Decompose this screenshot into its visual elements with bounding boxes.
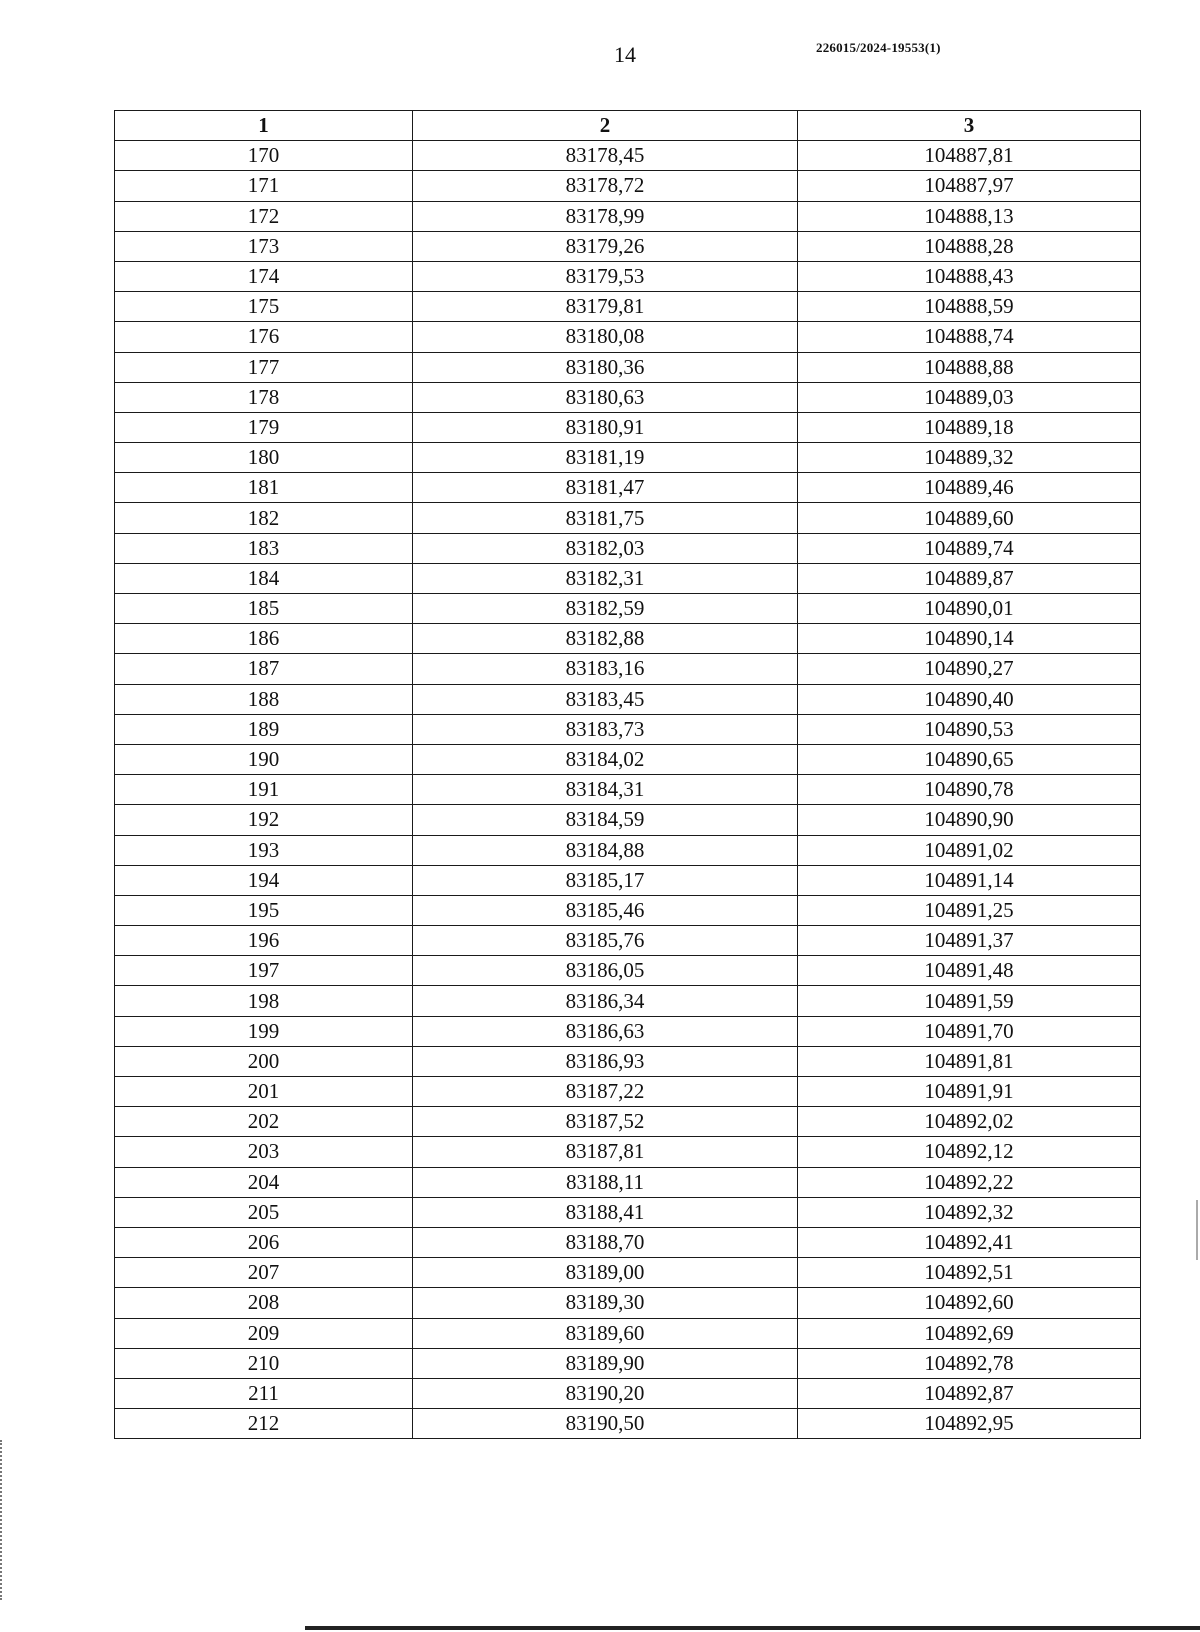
bottom-rule [305,1626,1200,1630]
x-coordinate-cell: 83182,88 [413,624,798,654]
point-number-cell: 178 [115,382,413,412]
point-number-cell: 196 [115,926,413,956]
x-coordinate-cell: 83187,22 [413,1077,798,1107]
y-coordinate-cell: 104890,90 [798,805,1141,835]
point-number-cell: 194 [115,865,413,895]
x-coordinate-cell: 83182,59 [413,594,798,624]
table-row [115,261,1141,291]
x-coordinate-cell: 83184,31 [413,775,798,805]
x-coordinate-cell: 83187,52 [413,1107,798,1137]
y-coordinate-cell: 104890,14 [798,624,1141,654]
point-number-cell: 177 [115,352,413,382]
table-row [115,805,1141,835]
y-coordinate-cell: 104889,74 [798,533,1141,563]
table-row [115,956,1141,986]
column-header-1: 1 [115,111,413,141]
point-number-cell: 202 [115,1107,413,1137]
point-number-cell: 211 [115,1378,413,1408]
table-row [115,1016,1141,1046]
coordinates-table [114,110,1141,1439]
x-coordinate-cell: 83183,45 [413,684,798,714]
document-reference: 226015/2024-19553(1) [816,40,941,55]
table-row [115,1197,1141,1227]
table-row [115,1167,1141,1197]
table-row [115,744,1141,774]
y-coordinate-cell: 104887,81 [798,141,1141,171]
table-row [115,1378,1141,1408]
point-number-cell: 176 [115,322,413,352]
point-number-cell: 183 [115,533,413,563]
x-coordinate-cell: 83182,31 [413,563,798,593]
y-coordinate-cell: 104891,70 [798,1016,1141,1046]
table-row [115,563,1141,593]
y-coordinate-cell: 104889,60 [798,503,1141,533]
y-coordinate-cell: 104892,78 [798,1348,1141,1378]
table-row [115,1046,1141,1076]
table-row [115,141,1141,171]
table-row [115,533,1141,563]
table-row [115,503,1141,533]
table-row [115,1288,1141,1318]
y-coordinate-cell: 104891,25 [798,895,1141,925]
y-coordinate-cell: 104891,48 [798,956,1141,986]
y-coordinate-cell: 104892,95 [798,1409,1141,1439]
x-coordinate-cell: 83178,99 [413,201,798,231]
scan-edge-mark-right [1196,1200,1198,1260]
point-number-cell: 195 [115,895,413,925]
table-row [115,684,1141,714]
column-header-2: 2 [413,111,798,141]
table-row [115,201,1141,231]
point-number-cell: 185 [115,594,413,624]
x-coordinate-cell: 83189,60 [413,1318,798,1348]
table-row [115,775,1141,805]
point-number-cell: 189 [115,714,413,744]
x-coordinate-cell: 83179,81 [413,292,798,322]
column-header-3: 3 [798,111,1141,141]
x-coordinate-cell: 83184,02 [413,744,798,774]
y-coordinate-cell: 104889,46 [798,473,1141,503]
table-row [115,1318,1141,1348]
y-coordinate-cell: 104891,14 [798,865,1141,895]
table-row [115,1137,1141,1167]
header-row [115,111,1141,141]
x-coordinate-cell: 83181,47 [413,473,798,503]
y-coordinate-cell: 104892,12 [798,1137,1141,1167]
point-number-cell: 173 [115,231,413,261]
x-coordinate-cell: 83185,76 [413,926,798,956]
y-coordinate-cell: 104892,22 [798,1167,1141,1197]
y-coordinate-cell: 104892,02 [798,1107,1141,1137]
point-number-cell: 198 [115,986,413,1016]
x-coordinate-cell: 83180,36 [413,352,798,382]
table-row [115,986,1141,1016]
y-coordinate-cell: 104888,43 [798,261,1141,291]
point-number-cell: 186 [115,624,413,654]
y-coordinate-cell: 104892,32 [798,1197,1141,1227]
table-row [115,1258,1141,1288]
x-coordinate-cell: 83188,41 [413,1197,798,1227]
point-number-cell: 181 [115,473,413,503]
table-row [115,714,1141,744]
y-coordinate-cell: 104889,03 [798,382,1141,412]
point-number-cell: 172 [115,201,413,231]
x-coordinate-cell: 83182,03 [413,533,798,563]
y-coordinate-cell: 104891,59 [798,986,1141,1016]
x-coordinate-cell: 83188,70 [413,1227,798,1257]
table-row [115,231,1141,261]
scan-edge-marks [0,1440,8,1600]
point-number-cell: 182 [115,503,413,533]
table-row [115,1107,1141,1137]
y-coordinate-cell: 104890,65 [798,744,1141,774]
x-coordinate-cell: 83190,50 [413,1409,798,1439]
y-coordinate-cell: 104890,53 [798,714,1141,744]
point-number-cell: 170 [115,141,413,171]
x-coordinate-cell: 83181,75 [413,503,798,533]
x-coordinate-cell: 83183,16 [413,654,798,684]
y-coordinate-cell: 104891,37 [798,926,1141,956]
table-row [115,926,1141,956]
point-number-cell: 171 [115,171,413,201]
point-number-cell: 209 [115,1318,413,1348]
y-coordinate-cell: 104889,18 [798,412,1141,442]
table-row [115,443,1141,473]
x-coordinate-cell: 83178,72 [413,171,798,201]
table-row [115,835,1141,865]
table-row [115,473,1141,503]
y-coordinate-cell: 104892,51 [798,1258,1141,1288]
y-coordinate-cell: 104892,87 [798,1378,1141,1408]
table-row [115,1077,1141,1107]
y-coordinate-cell: 104887,97 [798,171,1141,201]
x-coordinate-cell: 83186,05 [413,956,798,986]
point-number-cell: 200 [115,1046,413,1076]
table-row [115,895,1141,925]
point-number-cell: 191 [115,775,413,805]
y-coordinate-cell: 104890,27 [798,654,1141,684]
point-number-cell: 212 [115,1409,413,1439]
y-coordinate-cell: 104890,01 [798,594,1141,624]
x-coordinate-cell: 83186,63 [413,1016,798,1046]
point-number-cell: 175 [115,292,413,322]
table-row [115,412,1141,442]
table-row [115,1348,1141,1378]
point-number-cell: 201 [115,1077,413,1107]
table-body [115,141,1141,1439]
y-coordinate-cell: 104891,81 [798,1046,1141,1076]
table-row [115,1409,1141,1439]
y-coordinate-cell: 104888,13 [798,201,1141,231]
point-number-cell: 207 [115,1258,413,1288]
table-row [115,654,1141,684]
y-coordinate-cell: 104888,74 [798,322,1141,352]
x-coordinate-cell: 83185,17 [413,865,798,895]
point-number-cell: 208 [115,1288,413,1318]
y-coordinate-cell: 104891,91 [798,1077,1141,1107]
table-row [115,1227,1141,1257]
table-row [115,594,1141,624]
point-number-cell: 203 [115,1137,413,1167]
x-coordinate-cell: 83186,34 [413,986,798,1016]
y-coordinate-cell: 104892,69 [798,1318,1141,1348]
x-coordinate-cell: 83189,30 [413,1288,798,1318]
y-coordinate-cell: 104888,28 [798,231,1141,261]
x-coordinate-cell: 83184,59 [413,805,798,835]
point-number-cell: 180 [115,443,413,473]
y-coordinate-cell: 104890,40 [798,684,1141,714]
table-row [115,624,1141,654]
y-coordinate-cell: 104892,41 [798,1227,1141,1257]
point-number-cell: 184 [115,563,413,593]
y-coordinate-cell: 104889,32 [798,443,1141,473]
x-coordinate-cell: 83186,93 [413,1046,798,1076]
y-coordinate-cell: 104891,02 [798,835,1141,865]
x-coordinate-cell: 83184,88 [413,835,798,865]
x-coordinate-cell: 83190,20 [413,1378,798,1408]
point-number-cell: 174 [115,261,413,291]
x-coordinate-cell: 83183,73 [413,714,798,744]
point-number-cell: 190 [115,744,413,774]
point-number-cell: 204 [115,1167,413,1197]
page-number: 14 [614,42,636,67]
x-coordinate-cell: 83180,63 [413,382,798,412]
x-coordinate-cell: 83179,53 [413,261,798,291]
point-number-cell: 193 [115,835,413,865]
point-number-cell: 188 [115,684,413,714]
y-coordinate-cell: 104889,87 [798,563,1141,593]
table-row [115,865,1141,895]
table-row [115,382,1141,412]
y-coordinate-cell: 104892,60 [798,1288,1141,1318]
x-coordinate-cell: 83185,46 [413,895,798,925]
x-coordinate-cell: 83179,26 [413,231,798,261]
x-coordinate-cell: 83178,45 [413,141,798,171]
point-number-cell: 192 [115,805,413,835]
x-coordinate-cell: 83181,19 [413,443,798,473]
point-number-cell: 179 [115,412,413,442]
point-number-cell: 187 [115,654,413,684]
point-number-cell: 197 [115,956,413,986]
y-coordinate-cell: 104888,59 [798,292,1141,322]
table-row [115,352,1141,382]
x-coordinate-cell: 83180,08 [413,322,798,352]
table-row [115,322,1141,352]
y-coordinate-cell: 104888,88 [798,352,1141,382]
point-number-cell: 205 [115,1197,413,1227]
x-coordinate-cell: 83180,91 [413,412,798,442]
table-row [115,171,1141,201]
x-coordinate-cell: 83187,81 [413,1137,798,1167]
x-coordinate-cell: 83189,00 [413,1258,798,1288]
point-number-cell: 210 [115,1348,413,1378]
point-number-cell: 206 [115,1227,413,1257]
x-coordinate-cell: 83189,90 [413,1348,798,1378]
point-number-cell: 199 [115,1016,413,1046]
y-coordinate-cell: 104890,78 [798,775,1141,805]
table-row [115,292,1141,322]
x-coordinate-cell: 83188,11 [413,1167,798,1197]
table-header [115,111,1141,141]
